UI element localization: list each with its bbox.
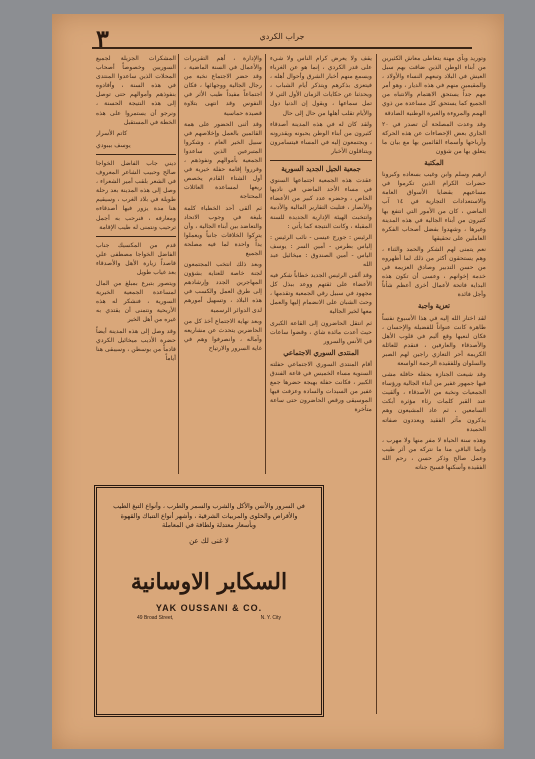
article-signature: يوسف بيبودي bbox=[96, 141, 131, 149]
ad-text-line: في السرور والأنس والأكل والشرب والسمر والطرب ، وأنواع التبغ الطيب bbox=[113, 502, 305, 510]
column-divider bbox=[178, 54, 179, 474]
article-paragraph: وتوريد وبأي مهنة يتعاطى معاش الكثيرين من أبناء الوطن الذين ضاقت بهم سبل العيش في البلاد وتبعهم النساء والأولاد ، والمقيمين منهم في هذه الديار ، وهو أمر مهم جداً يستحق الاهتمام والانتباه من الجميع كما يستحق كل مساعدة من ذوي الهمم والمروءة والغيرة الوطنية الصادقة bbox=[382, 55, 486, 117]
newspaper-page bbox=[52, 14, 504, 749]
advertisement bbox=[94, 485, 324, 717]
article-paragraph: وقد شيعت الجنازة بحفلة حافلة مشى فيها جمهور غفير من أبناء الجالية ورؤساء الجمعيات ونخبة من الأصدقاء ، وألقيت عند القبر كلمات رثاء مؤثرة أبكت السامعين ، ثم عاد المشيعون وهم يذكرون مآثر الفقيد ويعددون صفاته الحميدة bbox=[382, 371, 486, 433]
article-paragraph: نعم يتمنى لهم الشكر والحمد والثناء ، وهم يستحقون أكثر من ذلك لما أظهروه من حسن التدبير وصادق العزيمة في خدمة إخوانهم ، وعسى أن تكون هذه البداية فاتحة لأعمال أخرى أعظم شأناً وأجل فائدة bbox=[382, 245, 486, 299]
ad-address-city: N. Y. City bbox=[260, 614, 281, 621]
column-divider bbox=[265, 54, 266, 474]
article-heading: المكتبة bbox=[424, 159, 444, 168]
article-paragraph: عقدت هذه الجمعية اجتماعها السنوي في مساء الأحد الماضي في ناديها الخاص ، وحضره عدد كبير من الأعضاء والأنصار ، فتليت التقارير المالية والأدبية وانتخبت الهيئة الإدارية الجديدة للسنة المقبلة ، وكانت النتيجة كما يأتي : bbox=[270, 177, 372, 230]
article-paragraph: وبعد ذلك انتخب المجتمعون لجنة خاصة للعناية بشؤون المهاجرين الجدد وإرشادهم إلى طرق العمل والكسب في هذه البلاد ، وتسهيل أمورهم لدى الدوائر الرسمية bbox=[184, 261, 262, 314]
article-paragraph: يقف ولا يعرض كرام الناس ولا شيء على قدر الكردي ، إنما هو عن الغرباء ويسمع منهم أخبار الشرق وأحوال أهله ، فيتعزى بذكرهم ويتذكر أيام الشباب ، ويحدثنا عن حكايات الزمان الأول التي لا تمل سماعها ، ويقول إن الدنيا دول والأيام تقلب أهلها من حال إلى حال bbox=[270, 55, 372, 117]
article-paragraph: وبعد نهاية الاجتماع أخذ كل من الحاضرين يتحدث عن مشاريعه وآماله ، وانصرفوا وهم في غاية السرور والارتياح bbox=[184, 317, 262, 352]
article-paragraph: والإدارة ، أهم التقريرات والأعمال في السنة الماضية ، وقد حضر الاجتماع نخبة من رجال الجالية ووجهائها ، فكان اجتماعاً مفيداً طيب الأثر في النفوس وقد انتهى بتلاوة قصيدة حماسية bbox=[184, 55, 262, 117]
column-rule bbox=[96, 154, 176, 155]
ad-address-street: 49 Broad Street, bbox=[137, 614, 174, 621]
column-divider bbox=[376, 54, 377, 714]
article-paragraph: قدم من المكسيك جناب الفاضل الخواجا مصطفى علي قاصداً زيارة الأهل والأصدقاء بعد غياب طويل bbox=[96, 241, 176, 276]
article-paragraph: الرئيس : جورج عيسى - نائب الرئيس : إلياس بطرس - أمين السر : يوسف الياس - أمين الصندوق : ميخائيل عبد الله bbox=[270, 233, 372, 268]
article-paragraph: وقد وعدت المصلحة أن تصدر في ٢٠ الجاري بعض الإحصاءات عن هذه الحركة وأرباحها وأسماء القائمين بها مع بيان ما يتعلق بها من شؤون bbox=[382, 120, 486, 155]
ad-text-line: وبأسعار معتدلة ولطافة في المعاملة bbox=[161, 521, 257, 529]
article-paragraph: ارهيم وسلم وابن وغيب بسعاده وكبرونا حضرات الكرام الذين تكرموا في مساعيهم بقضايا الأسواق العامة والاستعدادات التجارية في ١٤ آب الماضي ، كان من الأمور التي انتفع بها كثيرون من أبناء الجالية في هذه المدينة وغيرها ، وشهدوا بفضل أصحاب الفكرة العاملين على تحقيقها bbox=[382, 171, 486, 242]
article-paragraph: ديني جاب الفاضل الخواجا صالح وحبيب الشاعر المعروف في الشعر بلقب أمير الشعراء ، وصل إلى هذه المدينة بعد رحلة طويلة في بلاد الغرب ، وسيقيم هنا مدة يزور فيها أصدقاءه ومعارفه ، فنرحب به أجمل ترحيب ونتمنى له طيب الإقامة bbox=[96, 159, 176, 231]
ad-text-line: والأقراص والحلوى والمربيات الشرقية ، وأشهر أنواع التنباك والقهوة bbox=[120, 511, 298, 520]
article-paragraph: وقد أثنى الحضور على همة القائمين بالعمل وإخلاصهم في سبيل الخير العام ، وشكروا المتبرعين الذين ساعدوا الجمعية بأموالهم ونفوذهم ، وقرروا إقامة حفلة خيرية في أول الشتاء القادم يخصص ريعها لمساعدة العائلات المحتاجة bbox=[184, 120, 262, 201]
article-heading: جمعية الجيل الجديد السورية bbox=[281, 165, 361, 174]
article-heading: تعزية واجبة bbox=[418, 302, 450, 311]
article-paragraph: أقام المنتدى السوري الاجتماعي حفلته السنوية مساء الخميس في قاعة الفندق الكبير ، فكانت حفلة بهيجة حضرها جمع غفير من السيدات والسادة وعزفت فيها الموسيقى ورقص الحاضرون حتى ساعة متأخرة bbox=[270, 360, 372, 414]
column-rule bbox=[270, 160, 372, 161]
column-right bbox=[382, 54, 486, 714]
article-paragraph: وهذه سنة الحياة لا مفر منها ولا مهرب ، وإنما الباقي منا ما نتركه من أثر طيب وعمل صالح وذكر حسن ، رحم الله الفقيدة وأسكنها فسيح جناته bbox=[382, 436, 486, 472]
ad-brand-english: YAK OUSSANI & CO. bbox=[155, 602, 263, 613]
ad-address bbox=[107, 615, 311, 621]
page-number: ٣ bbox=[96, 24, 109, 53]
column-rule bbox=[96, 236, 176, 237]
article-paragraph: وقد وصل إلى هذه المدينة أيضاً حضرة الأديب ميخائيل الكردي قادماً من بوسطن ، وسيبقى هنا أياماً bbox=[96, 327, 176, 362]
ad-subheading: لا غنى لك عن bbox=[189, 536, 229, 545]
article-paragraph: وقد ألقى الرئيس الجديد خطاباً شكر فيه الأعضاء على ثقتهم ووعد ببذل كل مجهود في سبيل رقي الجمعية وتقدمها ، وحث الشبان على الانضمام إليها والعمل معها لخير الجالية bbox=[270, 272, 372, 316]
column-left bbox=[96, 54, 176, 474]
article-heading: المنتدى السوري الاجتماعي bbox=[283, 348, 359, 357]
header-rule bbox=[92, 47, 472, 49]
article-paragraph: ويتصور بتبرع بمبلغ من المال لمساعدة الجمعية الخيرية السورية ، فنشكر له هذه الأريحية ونتمنى أن يقتدي به غيره من أهل الخير bbox=[96, 280, 176, 324]
ad-brand-arabic: السكاير الاوسانية bbox=[130, 568, 288, 595]
article-paragraph: ثم ألقى أحد الخطباء كلمة بليغة في وجوب الاتحاد والتعاضد بين أبناء الجالية ، وأن يتركوا الخلافات جانباً ويعملوا يداً واحدة لما فيه مصلحة الجميع bbox=[184, 204, 262, 257]
running-title: جراب الكردي bbox=[259, 32, 305, 41]
article-paragraph: ثم انتقل الحاضرون إلى القاعة الكبرى حيث أعدت مائدة شاي ، وقضوا ساعات في الأنس والسرور bbox=[270, 319, 372, 345]
column-middle-left bbox=[184, 54, 262, 474]
article-signature: كاتم الأسرار bbox=[96, 129, 128, 137]
article-paragraph: المشكرات الجزيلة لجميع السوريين وخصوصاً أصحاب المحلات الذين ساعدوا المنتدى في هذه السنة ، وأفادوه بنفوذهم وأموالهم حتى توصل إلى هذه النتيجة الحسنة ، ونرجو أن يستمروا على هذه الخطة في المستقبل bbox=[96, 55, 176, 126]
article-paragraph: ولقد كان له في هذه المدينة أصدقاء كثيرون من أبناء الوطن يحبونه ويقدرونه ، ويجتمعون إليه في المساء فيتسامرون ويتناقلون الأخبار bbox=[270, 120, 372, 155]
article-paragraph: لقد اختار الله إليه في هذا الأسبوع نفساً طاهرة كانت عنواناً للفضيلة والإحسان ، فكان لنعيها وقع أليم في قلوب الأهل والأصدقاء والعارفين ، فنقدم للعائلة الكريمة أحر التعازي راجين لهم الصبر والسلوان وللفقيدة الرحمة الواسعة bbox=[382, 314, 486, 367]
